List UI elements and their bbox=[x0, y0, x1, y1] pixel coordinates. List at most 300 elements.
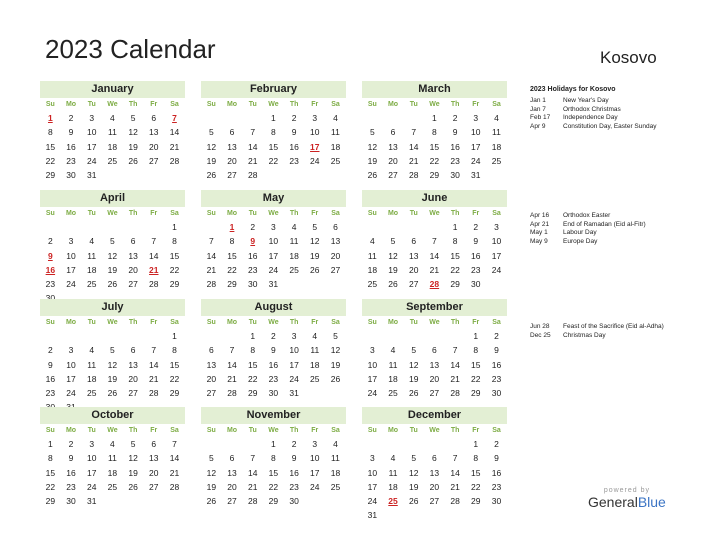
day-cell: 16 bbox=[289, 467, 299, 478]
day-cell: 16 bbox=[268, 359, 279, 370]
week-row bbox=[362, 277, 507, 291]
day-cell: 16 bbox=[66, 141, 76, 152]
day-cell: 14 bbox=[149, 359, 159, 370]
day-cell: 8 bbox=[47, 127, 53, 138]
weekday-row bbox=[40, 424, 185, 437]
day-cell: 21 bbox=[450, 481, 460, 492]
day-cell: 23 bbox=[450, 155, 460, 166]
day-cell: 18 bbox=[388, 373, 398, 384]
day-cell: 23 bbox=[247, 264, 258, 275]
empty-cell bbox=[465, 508, 486, 522]
empty-cell bbox=[81, 220, 102, 234]
day-cell: 3 bbox=[494, 222, 499, 232]
day-cell: 6 bbox=[229, 127, 235, 138]
day-cell: 13 bbox=[128, 359, 138, 370]
day-cell: 16 bbox=[491, 467, 502, 478]
day-cell: 28 bbox=[149, 388, 159, 399]
empty-cell bbox=[40, 329, 61, 343]
day-cell: 12 bbox=[206, 141, 217, 152]
week-row bbox=[40, 329, 185, 343]
holiday-item bbox=[530, 238, 646, 247]
day-cell: 19 bbox=[107, 373, 118, 384]
day-cell: 25 bbox=[330, 155, 341, 166]
day-cell: 22 bbox=[169, 373, 180, 384]
day-cell: 21 bbox=[169, 141, 180, 152]
week-row bbox=[362, 466, 507, 480]
day-cell: 20 bbox=[128, 264, 138, 275]
day-cell: 4 bbox=[494, 113, 499, 123]
day-cell: 5 bbox=[110, 345, 115, 356]
empty-cell bbox=[81, 329, 102, 343]
day-cell: 19 bbox=[107, 264, 118, 275]
empty-cell bbox=[284, 168, 305, 182]
day-cell: 4 bbox=[333, 113, 338, 123]
month-july bbox=[40, 299, 185, 415]
day-cell: 26 bbox=[367, 170, 378, 181]
week-row bbox=[201, 125, 346, 139]
weekday-label: Th bbox=[289, 210, 299, 217]
holiday-date: May 9 bbox=[530, 237, 548, 245]
day-cell: 17 bbox=[491, 250, 502, 261]
day-cell: 18 bbox=[310, 359, 320, 370]
day-cell: 26 bbox=[128, 481, 138, 492]
week-row bbox=[40, 277, 185, 291]
day-cell: 11 bbox=[388, 359, 398, 370]
day-cell: 8 bbox=[473, 345, 479, 356]
weekday-label: Su bbox=[206, 427, 216, 434]
day-cell: 17 bbox=[367, 481, 378, 492]
day-cell: 15 bbox=[227, 250, 237, 261]
empty-cell bbox=[222, 437, 243, 451]
day-cell: 28 bbox=[149, 279, 159, 290]
day-cell: 10 bbox=[367, 359, 378, 370]
day-cell: 11 bbox=[310, 345, 320, 356]
day-cell: 20 bbox=[227, 481, 237, 492]
holiday-day-cell: 1 bbox=[47, 113, 53, 123]
day-cell: 2 bbox=[473, 222, 479, 232]
day-cell: 28 bbox=[450, 388, 460, 399]
day-cell: 21 bbox=[408, 155, 419, 166]
weekday-label: Tu bbox=[87, 319, 96, 326]
week-row bbox=[201, 220, 346, 234]
day-cell: 25 bbox=[289, 264, 299, 275]
day-cell: 9 bbox=[473, 236, 479, 247]
weekday-row bbox=[362, 98, 507, 111]
day-cell: 12 bbox=[128, 453, 138, 464]
month-header: August bbox=[201, 299, 346, 316]
day-cell: 18 bbox=[330, 141, 341, 152]
day-cell: 7 bbox=[151, 236, 157, 247]
empty-cell bbox=[284, 277, 305, 291]
empty-cell bbox=[362, 329, 383, 343]
day-cell: 14 bbox=[450, 359, 460, 370]
month-march bbox=[362, 81, 507, 182]
empty-cell bbox=[242, 437, 263, 451]
day-cell: 28 bbox=[247, 170, 258, 181]
day-cell: 1 bbox=[473, 331, 479, 341]
day-cell: 3 bbox=[473, 113, 479, 123]
week-row bbox=[40, 372, 185, 386]
day-cell: 23 bbox=[491, 373, 502, 384]
empty-cell bbox=[325, 386, 346, 400]
week-row bbox=[201, 234, 346, 248]
empty-cell bbox=[403, 329, 424, 343]
day-cell: 20 bbox=[408, 264, 419, 275]
day-cell: 11 bbox=[107, 127, 117, 138]
weekday-label: Mo bbox=[387, 319, 399, 326]
weekday-label: Fr bbox=[472, 101, 480, 108]
day-cell: 2 bbox=[47, 345, 53, 356]
day-cell: 14 bbox=[169, 127, 180, 138]
week-row bbox=[201, 343, 346, 357]
week-row bbox=[40, 154, 185, 168]
day-cell: 21 bbox=[169, 467, 180, 478]
weekday-label: We bbox=[107, 101, 118, 108]
month-february bbox=[201, 81, 346, 182]
holiday-date: Apr 16 bbox=[530, 212, 550, 219]
empty-cell bbox=[102, 329, 123, 343]
day-cell: 10 bbox=[268, 236, 279, 247]
day-cell: 18 bbox=[86, 373, 97, 384]
day-cell: 7 bbox=[250, 127, 256, 138]
empty-cell bbox=[325, 494, 346, 508]
day-cell: 6 bbox=[411, 236, 417, 247]
weekday-label: Mo bbox=[387, 101, 399, 108]
day-cell: 7 bbox=[411, 127, 417, 138]
day-cell: 25 bbox=[330, 481, 341, 492]
weekday-label: Tu bbox=[409, 210, 418, 217]
week-row bbox=[362, 263, 507, 277]
weekday-label: Su bbox=[206, 210, 216, 217]
day-cell: 16 bbox=[471, 250, 481, 261]
day-cell: 25 bbox=[388, 388, 398, 399]
day-cell: 30 bbox=[289, 496, 299, 507]
weekday-label: We bbox=[268, 319, 279, 326]
day-cell: 15 bbox=[450, 250, 460, 261]
day-cell: 27 bbox=[429, 388, 440, 399]
day-cell: 15 bbox=[471, 467, 481, 478]
holiday-item bbox=[530, 114, 656, 123]
day-cell: 15 bbox=[429, 141, 440, 152]
day-cell: 15 bbox=[45, 141, 56, 152]
brand-logo[interactable] bbox=[588, 487, 666, 510]
holiday-date: Apr 9 bbox=[530, 122, 546, 130]
day-cell: 26 bbox=[408, 496, 419, 507]
weekday-label: Th bbox=[450, 427, 460, 434]
day-cell: 6 bbox=[333, 222, 338, 232]
week-row bbox=[40, 437, 185, 451]
weekday-label: Fr bbox=[472, 427, 480, 434]
day-cell: 13 bbox=[429, 359, 440, 370]
day-cell: 12 bbox=[408, 359, 419, 370]
day-cell: 22 bbox=[45, 481, 56, 492]
empty-cell bbox=[40, 220, 61, 234]
empty-cell bbox=[383, 329, 404, 343]
day-cell: 12 bbox=[107, 359, 118, 370]
empty-cell bbox=[123, 494, 144, 508]
day-cell: 2 bbox=[291, 113, 297, 123]
weekday-label: Fr bbox=[472, 319, 480, 326]
day-cell: 1 bbox=[452, 222, 458, 232]
empty-cell bbox=[102, 168, 123, 182]
week-row bbox=[40, 480, 185, 494]
day-cell: 9 bbox=[291, 453, 297, 464]
day-cell: 29 bbox=[247, 388, 258, 399]
day-cell: 30 bbox=[66, 496, 76, 507]
day-cell: 13 bbox=[128, 250, 138, 261]
month-october bbox=[40, 407, 185, 508]
month-header: November bbox=[201, 407, 346, 424]
day-cell: 26 bbox=[107, 279, 118, 290]
day-cell: 9 bbox=[494, 453, 499, 464]
day-cell: 21 bbox=[149, 373, 159, 384]
day-cell: 12 bbox=[310, 236, 320, 247]
day-cell: 31 bbox=[471, 170, 481, 181]
day-cell: 13 bbox=[149, 127, 159, 138]
day-cell: 19 bbox=[128, 467, 138, 478]
holiday-day-cell: 9 bbox=[47, 250, 53, 261]
holiday-item bbox=[530, 97, 656, 106]
empty-cell bbox=[486, 277, 507, 291]
day-cell: 22 bbox=[268, 481, 279, 492]
weekday-label: Sa bbox=[170, 210, 179, 217]
weekday-label: We bbox=[429, 210, 440, 217]
day-cell: 14 bbox=[227, 359, 237, 370]
day-cell: 21 bbox=[227, 373, 237, 384]
weekday-label: Su bbox=[367, 427, 377, 434]
holiday-day-cell: 7 bbox=[172, 113, 177, 123]
day-cell: 27 bbox=[330, 264, 341, 275]
empty-cell bbox=[143, 494, 164, 508]
day-cell: 17 bbox=[310, 467, 320, 478]
week-row bbox=[40, 249, 185, 263]
day-cell: 14 bbox=[408, 141, 419, 152]
weekday-label: Tu bbox=[409, 101, 418, 108]
month-header: January bbox=[40, 81, 185, 98]
empty-cell bbox=[383, 437, 404, 451]
weekday-label: Sa bbox=[170, 319, 179, 326]
holidays-title: 2023 Holidays for Kosovo bbox=[530, 86, 616, 93]
day-cell: 17 bbox=[471, 141, 481, 152]
day-cell: 19 bbox=[330, 359, 341, 370]
weekday-row bbox=[40, 207, 185, 220]
holiday-name: Labour Day bbox=[563, 229, 597, 237]
holiday-item bbox=[530, 212, 646, 221]
day-cell: 6 bbox=[208, 345, 214, 356]
day-cell: 4 bbox=[333, 439, 338, 449]
weekday-label: Sa bbox=[170, 101, 179, 108]
weekday-label: Th bbox=[289, 427, 299, 434]
day-cell: 24 bbox=[367, 496, 378, 507]
day-cell: 19 bbox=[128, 141, 138, 152]
day-cell: 3 bbox=[291, 331, 297, 341]
day-cell: 28 bbox=[227, 388, 237, 399]
empty-cell bbox=[486, 508, 507, 522]
day-cell: 7 bbox=[432, 236, 437, 247]
holiday-date: Jun 28 bbox=[530, 323, 550, 330]
week-row bbox=[201, 372, 346, 386]
weekday-label: Su bbox=[367, 319, 377, 326]
day-cell: 14 bbox=[247, 467, 258, 478]
day-cell: 22 bbox=[227, 264, 237, 275]
day-cell: 17 bbox=[86, 467, 97, 478]
holiday-day-cell: 28 bbox=[429, 279, 440, 290]
weekday-label: Mo bbox=[65, 101, 77, 108]
day-cell: 19 bbox=[408, 373, 419, 384]
day-cell: 30 bbox=[247, 279, 258, 290]
weekday-label: Th bbox=[128, 210, 138, 217]
day-cell: 8 bbox=[47, 453, 53, 464]
day-cell: 11 bbox=[331, 127, 340, 138]
weekday-label: Sa bbox=[492, 210, 501, 217]
week-row bbox=[201, 111, 346, 125]
week-row bbox=[362, 494, 507, 508]
day-cell: 22 bbox=[169, 264, 180, 275]
week-row bbox=[362, 329, 507, 343]
day-cell: 30 bbox=[491, 496, 502, 507]
empty-cell bbox=[362, 437, 383, 451]
weekday-label: Th bbox=[128, 427, 138, 434]
day-cell: 3 bbox=[68, 236, 74, 247]
day-cell: 5 bbox=[110, 236, 115, 247]
day-cell: 2 bbox=[250, 222, 256, 232]
holiday-date: Dec 25 bbox=[530, 331, 551, 339]
day-cell: 10 bbox=[289, 345, 299, 356]
day-cell: 1 bbox=[250, 331, 256, 341]
empty-cell bbox=[486, 168, 507, 182]
day-cell: 8 bbox=[250, 345, 256, 356]
week-row bbox=[362, 111, 507, 125]
empty-cell bbox=[164, 494, 185, 508]
weekday-row bbox=[40, 98, 185, 111]
day-cell: 5 bbox=[130, 113, 136, 123]
empty-cell bbox=[424, 437, 445, 451]
day-cell: 28 bbox=[206, 279, 217, 290]
day-cell: 24 bbox=[310, 481, 320, 492]
day-cell: 23 bbox=[45, 279, 56, 290]
empty-cell bbox=[242, 111, 263, 125]
day-cell: 6 bbox=[432, 345, 437, 356]
day-cell: 9 bbox=[68, 453, 74, 464]
day-cell: 22 bbox=[450, 264, 460, 275]
day-cell: 17 bbox=[289, 359, 299, 370]
weekday-label: We bbox=[107, 427, 118, 434]
day-cell: 4 bbox=[291, 222, 297, 232]
holiday-name: Orthodox Christmas bbox=[563, 105, 621, 113]
empty-cell bbox=[445, 329, 466, 343]
holiday-item bbox=[530, 221, 646, 230]
week-row bbox=[201, 277, 346, 291]
empty-cell bbox=[61, 220, 82, 234]
empty-cell bbox=[325, 168, 346, 182]
month-january bbox=[40, 81, 185, 182]
day-cell: 10 bbox=[310, 127, 320, 138]
month-header: October bbox=[40, 407, 185, 424]
week-row bbox=[362, 154, 507, 168]
day-cell: 23 bbox=[491, 481, 502, 492]
day-cell: 4 bbox=[110, 113, 115, 123]
weekday-label: Mo bbox=[65, 210, 77, 217]
weekday-label: Fr bbox=[311, 210, 319, 217]
day-cell: 12 bbox=[206, 467, 217, 478]
month-may bbox=[201, 190, 346, 291]
day-cell: 29 bbox=[45, 170, 56, 181]
weekday-label: Th bbox=[450, 319, 460, 326]
weekday-row bbox=[201, 207, 346, 220]
day-cell: 11 bbox=[87, 359, 97, 370]
month-header: March bbox=[362, 81, 507, 98]
day-cell: 10 bbox=[367, 467, 378, 478]
weekday-row bbox=[40, 316, 185, 329]
empty-cell bbox=[143, 329, 164, 343]
week-row bbox=[40, 263, 185, 277]
day-cell: 15 bbox=[268, 141, 279, 152]
day-cell: 15 bbox=[169, 250, 180, 261]
day-cell: 27 bbox=[206, 388, 217, 399]
day-cell: 10 bbox=[471, 127, 481, 138]
day-cell: 9 bbox=[291, 127, 297, 138]
day-cell: 8 bbox=[172, 345, 177, 356]
weekday-row bbox=[201, 98, 346, 111]
day-cell: 13 bbox=[388, 141, 398, 152]
day-cell: 22 bbox=[429, 155, 440, 166]
day-cell: 5 bbox=[130, 439, 136, 449]
week-row bbox=[201, 494, 346, 508]
day-cell: 8 bbox=[271, 453, 276, 464]
day-cell: 29 bbox=[268, 496, 279, 507]
day-cell: 4 bbox=[89, 236, 95, 247]
week-row bbox=[201, 466, 346, 480]
day-cell: 19 bbox=[388, 264, 398, 275]
week-row bbox=[362, 220, 507, 234]
weekday-label: Fr bbox=[150, 427, 158, 434]
empty-cell bbox=[143, 220, 164, 234]
weekday-label: Sa bbox=[492, 319, 501, 326]
day-cell: 29 bbox=[169, 388, 180, 399]
weekday-label: We bbox=[268, 427, 279, 434]
day-cell: 2 bbox=[271, 331, 276, 341]
day-cell: 28 bbox=[169, 481, 180, 492]
day-cell: 14 bbox=[206, 250, 217, 261]
weekday-label: Th bbox=[450, 101, 460, 108]
month-header: July bbox=[40, 299, 185, 316]
day-cell: 24 bbox=[268, 264, 279, 275]
day-cell: 7 bbox=[172, 439, 177, 449]
day-cell: 7 bbox=[250, 453, 256, 464]
weekday-label: Fr bbox=[150, 210, 158, 217]
day-cell: 29 bbox=[169, 279, 180, 290]
day-cell: 17 bbox=[268, 250, 279, 261]
week-row bbox=[201, 154, 346, 168]
day-cell: 8 bbox=[432, 127, 437, 138]
holiday-list-3 bbox=[530, 323, 664, 340]
day-cell: 20 bbox=[128, 373, 138, 384]
month-header: September bbox=[362, 299, 507, 316]
week-row bbox=[40, 168, 185, 182]
weekday-label: Mo bbox=[65, 319, 77, 326]
day-cell: 27 bbox=[388, 170, 398, 181]
day-cell: 2 bbox=[494, 439, 499, 449]
holiday-list-2 bbox=[530, 212, 646, 246]
holiday-name: Europe Day bbox=[563, 237, 598, 245]
week-row bbox=[362, 372, 507, 386]
day-cell: 3 bbox=[271, 222, 276, 232]
week-row bbox=[40, 466, 185, 480]
day-cell: 13 bbox=[149, 453, 159, 464]
day-cell: 6 bbox=[229, 453, 235, 464]
weekday-label: Mo bbox=[387, 210, 399, 217]
day-cell: 18 bbox=[86, 264, 97, 275]
